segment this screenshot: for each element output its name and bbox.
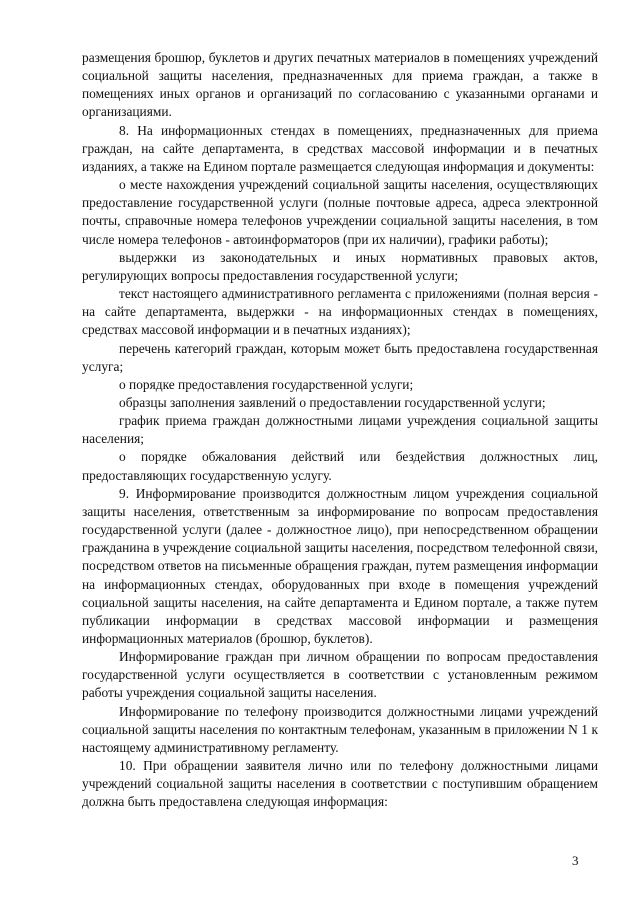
paragraph-reception-schedule: график приема граждан должностными лицами учреждения социальной защиты населения;	[82, 413, 598, 447]
paragraph-continuation: размещения брошюр, буклетов и других печатных материалов в помещениях учреждений социальной защиты населения, предназначенных для приема граждан, а также в помещениях иных органов и организаций по согласованию с указанными органами и организациями.	[82, 50, 598, 120]
paragraph-application-samples: образцы заполнения заявлений о предоставлении государственной услуги;	[119, 394, 546, 410]
paragraph-phone-info: Информирование по телефону производится должностными лицами учреждений социальной защиты населения по контактным телефонам, указанным в приложении N 1 к настоящему административному регламенту.	[82, 703, 598, 755]
document-body	[82, 49, 598, 812]
paragraph-item-9: 9. Информирование производится должностным лицом учреждения социальной защиты населения, ответственным за информирование по вопросам предоставления государственной услуги (далее - должностное лицо), при непосредственном обращении гражданина в учреждение социальной защиты населения, посредством телефонной связи, посредством ответов на письменные обращения граждан, путем размещения информации на информационных стендах, оборудованных при входе в помещения учреждений социальной защиты населения, на сайте департамента и Едином портале, а также путем публикации информации в средствах массовой информации и размещения информационных материалов (брошюр, буклетов).	[82, 485, 598, 646]
paragraph-personal-visit: Информирование граждан при личном обращении по вопросам предоставления государственной услуги осуществляется в соответствии с установленным режимом работы учреждения социальной защиты населения.	[82, 649, 598, 701]
page-number: 3	[572, 853, 579, 868]
paragraph-regulation-text: текст настоящего административного регламента с приложениями (полная версия - на сайте департамента, выдержки - на информационных стендах в помещениях, средствах массовой информации и в печатных изданиях);	[82, 286, 598, 338]
paragraph-item-8: 8. На информационных стендах в помещениях, предназначенных для приема граждан, на сайте департамента, в средствах массовой информации и в печатных изданиях, а также на Едином портале размещается следующая информация и документы:	[82, 122, 598, 174]
paragraph-location-info: о месте нахождения учреждений социальной защиты населения, осуществляющих предоставление государственной услуги (полные почтовые адреса, адреса электронной почты, справочные номера телефонов учреждении социальной защиты населения, в том числе номера телефонов - автоинформаторов (при их наличии), графики работы);	[82, 177, 598, 247]
paragraph-service-procedure: о порядке предоставления государственной услуги;	[119, 376, 414, 392]
paragraph-citizen-categories: перечень категорий граждан, которым может быть предоставлена государственная услуга;	[82, 340, 598, 374]
paragraph-legal-excerpts: выдержки из законодательных и иных нормативных правовых актов, регулирующих вопросы предоставления государственной услуги;	[82, 249, 598, 283]
paragraph-appeal-procedure: о порядке обжалования действий или бездействия должностных лиц, предоставляющих государственную услугу.	[82, 449, 598, 483]
paragraph-item-10: 10. При обращении заявителя лично или по телефону должностными лицами учреждений социальной защиты населения в соответствии с поступившим обращением должна быть предоставлена следующая информация:	[82, 758, 598, 810]
